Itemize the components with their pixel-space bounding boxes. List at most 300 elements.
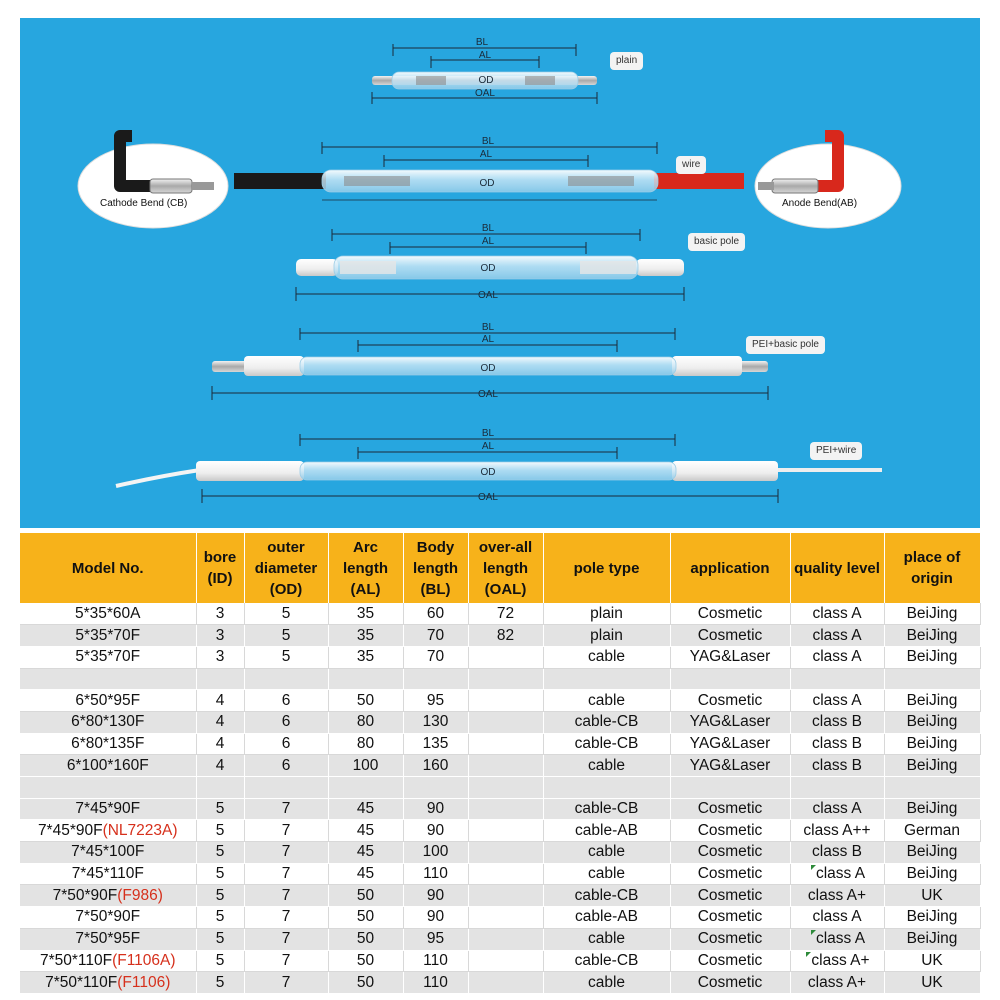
od-cell [244, 842, 328, 864]
application-value: Cosmetic [697, 951, 763, 969]
model-number: 7*45*90F [37, 821, 103, 839]
pole-type-value: cable-CB [574, 713, 639, 731]
al-cell [328, 690, 403, 712]
oal-cell [468, 842, 543, 864]
bore-cell [196, 755, 244, 777]
od-value: 5 [281, 626, 291, 644]
al-value: 50 [356, 886, 375, 904]
quality-cell [790, 863, 884, 885]
od-cell [244, 755, 328, 777]
model-number: 5*35*70F [75, 648, 141, 666]
bore-value: 5 [215, 843, 225, 861]
bore-value: 4 [215, 713, 225, 731]
bore-value: 5 [215, 800, 225, 818]
tag-plain: plain [610, 52, 643, 70]
bore-value: 5 [215, 865, 225, 883]
application-value: YAG&Laser [689, 713, 771, 731]
od-value: 6 [281, 691, 291, 709]
bl-value: 90 [426, 821, 445, 839]
quality-value: class A [812, 691, 862, 709]
od-value: 7 [281, 908, 291, 926]
model-cell [20, 972, 196, 994]
application-cell [670, 907, 790, 929]
table-header-row [20, 533, 980, 603]
pole-type-value: cable [587, 691, 626, 709]
pole-type-value: cable [587, 843, 626, 861]
od-label: OD [479, 178, 495, 189]
empty-cell [670, 668, 790, 690]
bl-cell [403, 690, 468, 712]
application-cell [670, 950, 790, 972]
pei-sleeve-left [196, 461, 304, 481]
model-cell [20, 842, 196, 864]
pole-type-value: cable [587, 865, 626, 883]
origin-cell [884, 842, 980, 864]
od-value: 7 [281, 865, 291, 883]
al-value: 50 [356, 908, 375, 926]
bore-value: 5 [215, 908, 225, 926]
al-value: 50 [356, 951, 375, 969]
spec-table [20, 533, 981, 994]
od-value: 5 [281, 604, 291, 622]
application-value: Cosmetic [697, 821, 763, 839]
bl-label: BL [481, 136, 495, 147]
al-cell [328, 603, 403, 625]
bore-cell [196, 950, 244, 972]
od-cell [244, 950, 328, 972]
bl-cell [403, 950, 468, 972]
model-number: 5*35*70F [75, 626, 141, 644]
bore-cell [196, 625, 244, 647]
application-value: YAG&Laser [689, 756, 771, 774]
application-cell [670, 972, 790, 994]
pole-type-value: cable-CB [574, 886, 639, 904]
al-cell [328, 820, 403, 842]
oal-cell [468, 711, 543, 733]
application-value: Cosmetic [697, 604, 763, 622]
od-value: 7 [281, 973, 291, 991]
lamp-plain [372, 37, 597, 104]
origin-cell [884, 820, 980, 842]
oal-label: OAL [477, 290, 499, 301]
al-cell [328, 646, 403, 668]
al-value: 80 [356, 734, 375, 752]
pole-type-cell [543, 863, 670, 885]
od-cell [244, 928, 328, 950]
pole-type-cell [543, 625, 670, 647]
table-body [20, 603, 980, 993]
pole-type-value: cable [587, 930, 626, 948]
origin-cell [884, 711, 980, 733]
pole-type-value: cable [587, 756, 626, 774]
column-header: Body length (BL) [403, 533, 468, 603]
empty-cell [543, 777, 670, 799]
bore-cell [196, 972, 244, 994]
empty-cell [468, 777, 543, 799]
lamp-pei-basic-pole [212, 322, 768, 400]
od-cell [244, 972, 328, 994]
application-value: Cosmetic [697, 691, 763, 709]
pole-type-cell [543, 690, 670, 712]
quality-value: class A [815, 865, 866, 883]
table-row [20, 972, 980, 994]
pole-type-value: cable-CB [574, 734, 639, 752]
pole-type-value: plain [590, 626, 623, 644]
od-value: 5 [281, 648, 291, 666]
al-value: 35 [356, 604, 375, 622]
od-value: 7 [281, 821, 291, 839]
application-value: Cosmetic [697, 886, 763, 904]
al-value: 50 [356, 930, 375, 948]
bl-cell [403, 798, 468, 820]
bl-value: 90 [426, 886, 445, 904]
od-cell [244, 885, 328, 907]
model-cell [20, 885, 196, 907]
quality-value: class A [812, 800, 862, 818]
quality-cell [790, 755, 884, 777]
bore-cell [196, 885, 244, 907]
application-value: Cosmetic [697, 973, 763, 991]
model-number: 7*50*90F [52, 886, 118, 904]
al-cell [328, 755, 403, 777]
empty-cell [196, 777, 244, 799]
bore-cell [196, 603, 244, 625]
spacer-row [20, 777, 980, 799]
model-number: 7*45*110F [71, 865, 144, 883]
al-label: AL [481, 441, 495, 452]
origin-value: UK [921, 951, 943, 969]
pole-type-value: cable [587, 973, 626, 991]
origin-cell [884, 755, 980, 777]
application-value: YAG&Laser [689, 734, 771, 752]
empty-cell [790, 668, 884, 690]
quality-cell [790, 950, 884, 972]
tag-pei-basic-pole: PEI+basic pole [746, 336, 825, 354]
pole-type-value: cable [587, 648, 626, 666]
pole-type-value: cable-AB [575, 821, 638, 839]
empty-cell [20, 668, 196, 690]
column-header: pole type [543, 533, 670, 603]
model-cell [20, 690, 196, 712]
bl-label: BL [481, 223, 495, 234]
pole-type-cell [543, 928, 670, 950]
quality-value: class A [812, 648, 862, 666]
application-value: YAG&Laser [689, 648, 771, 666]
cathode-bend-label: Cathode Bend (CB) [100, 198, 188, 209]
model-number: 7*50*110F [45, 973, 118, 991]
al-cell [328, 885, 403, 907]
origin-cell [884, 885, 980, 907]
model-number: 6*80*135F [71, 734, 145, 752]
quality-cell [790, 928, 884, 950]
bore-cell [196, 842, 244, 864]
table-row [20, 798, 980, 820]
origin-value: BeiJing [906, 648, 958, 666]
bl-value: 110 [423, 951, 448, 969]
bore-value: 5 [215, 930, 225, 948]
anode-bend-label: Anode Bend(AB) [782, 198, 858, 209]
origin-value: UK [921, 973, 943, 991]
bore-value: 5 [215, 886, 225, 904]
bl-value: 100 [422, 843, 449, 861]
model-cell [20, 646, 196, 668]
bore-value: 4 [215, 756, 225, 774]
al-cell [328, 733, 403, 755]
table-row [20, 711, 980, 733]
table-row [20, 755, 980, 777]
pei-sleeve-left [244, 356, 304, 376]
column-header: outer diameter (OD) [244, 533, 328, 603]
al-cell [328, 625, 403, 647]
table-row [20, 690, 980, 712]
model-reference: (F1106) [117, 973, 171, 991]
oal-cell [468, 690, 543, 712]
od-value: 7 [281, 843, 291, 861]
oal-label: OAL [474, 88, 496, 99]
table-row [20, 928, 980, 950]
spacer-row [20, 668, 980, 690]
al-value: 80 [356, 713, 375, 731]
al-label: AL [479, 149, 493, 160]
quality-value: class B [812, 713, 862, 731]
od-cell [244, 907, 328, 929]
oal-cell [468, 625, 543, 647]
application-cell [670, 603, 790, 625]
bl-value: 90 [426, 800, 445, 818]
origin-cell [884, 733, 980, 755]
bl-cell [403, 907, 468, 929]
quality-cell [790, 733, 884, 755]
pole-left [296, 259, 338, 276]
oal-label: OAL [477, 389, 499, 400]
model-number: 7*50*95F [75, 930, 141, 948]
lamp-pei-wire [116, 428, 882, 503]
bl-cell [403, 885, 468, 907]
bore-value: 4 [215, 734, 225, 752]
od-cell [244, 690, 328, 712]
al-label: AL [478, 50, 492, 61]
quality-cell [790, 885, 884, 907]
al-value: 45 [356, 843, 375, 861]
model-cell [20, 820, 196, 842]
al-value: 45 [356, 865, 375, 883]
od-cell [244, 603, 328, 625]
bl-label: BL [481, 428, 495, 439]
od-cell [244, 625, 328, 647]
model-cell [20, 928, 196, 950]
quality-value: class A+ [807, 886, 867, 904]
quality-cell [790, 798, 884, 820]
origin-value: German [904, 821, 960, 839]
oal-cell [468, 885, 543, 907]
al-cell [328, 842, 403, 864]
column-header: application [670, 533, 790, 603]
lamp-diagram-panel [20, 18, 980, 528]
od-cell [244, 646, 328, 668]
quality-cell [790, 603, 884, 625]
application-cell [670, 842, 790, 864]
bore-value: 5 [215, 951, 225, 969]
empty-cell [244, 777, 328, 799]
bl-value: 160 [422, 756, 449, 774]
anode-cable [654, 173, 744, 189]
pole-type-cell [543, 646, 670, 668]
oal-cell [468, 646, 543, 668]
model-cell [20, 733, 196, 755]
oal-cell [468, 972, 543, 994]
bore-cell [196, 733, 244, 755]
table-row [20, 625, 980, 647]
pole-type-cell [543, 733, 670, 755]
model-reference: (F1106A) [112, 951, 176, 969]
bore-cell [196, 928, 244, 950]
column-header: Arc length (AL) [328, 533, 403, 603]
bl-cell [403, 972, 468, 994]
column-header: over-all length (OAL) [468, 533, 543, 603]
bore-value: 5 [215, 821, 225, 839]
bl-value: 70 [426, 648, 445, 666]
quality-cell [790, 711, 884, 733]
bore-cell [196, 798, 244, 820]
column-header: bore (ID) [196, 533, 244, 603]
pole-type-cell [543, 603, 670, 625]
oal-cell [468, 733, 543, 755]
quality-value: class A [812, 604, 862, 622]
model-cell [20, 711, 196, 733]
origin-value: BeiJing [906, 843, 958, 861]
origin-value: BeiJing [906, 734, 958, 752]
model-number: 7*45*90F [75, 800, 141, 818]
application-cell [670, 928, 790, 950]
bl-value: 110 [423, 865, 448, 883]
empty-cell [468, 668, 543, 690]
bore-cell [196, 820, 244, 842]
application-value: Cosmetic [697, 843, 763, 861]
quality-cell [790, 646, 884, 668]
bl-value: 60 [426, 604, 445, 622]
model-reference: (F986) [117, 886, 163, 904]
model-number: 6*50*95F [75, 691, 141, 709]
od-cell [244, 863, 328, 885]
table-row [20, 863, 980, 885]
origin-value: BeiJing [906, 908, 958, 926]
quality-value: class A++ [803, 821, 871, 839]
pole-type-cell [543, 711, 670, 733]
oal-cell [468, 950, 543, 972]
oal-label: OAL [477, 492, 499, 503]
table-row [20, 733, 980, 755]
od-value: 6 [281, 734, 291, 752]
origin-value: BeiJing [906, 713, 958, 731]
pole-type-cell [543, 885, 670, 907]
origin-value: BeiJing [906, 604, 958, 622]
empty-cell [328, 777, 403, 799]
bl-cell [403, 711, 468, 733]
od-value: 7 [281, 886, 291, 904]
application-value: Cosmetic [697, 930, 763, 948]
al-value: 50 [356, 691, 375, 709]
model-cell [20, 625, 196, 647]
origin-value: BeiJing [906, 800, 958, 818]
quality-value: class A [812, 626, 862, 644]
oal-value: 72 [496, 604, 515, 622]
bl-cell [403, 863, 468, 885]
application-cell [670, 885, 790, 907]
oal-cell [468, 928, 543, 950]
od-label: OD [480, 263, 496, 274]
cathode-cable [234, 173, 326, 189]
application-cell [670, 711, 790, 733]
quality-cell [790, 625, 884, 647]
empty-cell [670, 777, 790, 799]
bl-value: 70 [426, 626, 445, 644]
quality-value: class A [812, 908, 862, 926]
od-label: OD [478, 75, 494, 86]
application-cell [670, 625, 790, 647]
model-cell [20, 950, 196, 972]
al-cell [328, 950, 403, 972]
origin-value: BeiJing [906, 626, 958, 644]
al-value: 35 [356, 648, 375, 666]
pole-type-value: cable-CB [574, 951, 639, 969]
quality-value: class B [812, 734, 862, 752]
pole-type-cell [543, 950, 670, 972]
model-number: 7*50*90F [75, 908, 141, 926]
table-row [20, 950, 980, 972]
al-value: 45 [356, 800, 375, 818]
od-cell [244, 733, 328, 755]
lamp-wire [234, 136, 744, 200]
pole-type-cell [543, 755, 670, 777]
table-row [20, 907, 980, 929]
od-value: 7 [281, 930, 291, 948]
column-header: quality level [790, 533, 884, 603]
pole-type-cell [543, 972, 670, 994]
bore-value: 3 [215, 626, 225, 644]
origin-value: BeiJing [906, 756, 958, 774]
pole-type-cell [543, 820, 670, 842]
model-number: 7*50*110F [39, 951, 113, 969]
application-cell [670, 798, 790, 820]
quality-cell [790, 842, 884, 864]
model-cell [20, 863, 196, 885]
quality-value: class B [812, 843, 862, 861]
od-cell [244, 798, 328, 820]
al-cell [328, 907, 403, 929]
bore-cell [196, 690, 244, 712]
origin-value: BeiJing [906, 691, 958, 709]
empty-cell [403, 777, 468, 799]
table-row [20, 603, 980, 625]
model-cell [20, 603, 196, 625]
od-cell [244, 711, 328, 733]
application-cell [670, 733, 790, 755]
al-cell [328, 863, 403, 885]
od-label: OD [480, 467, 496, 478]
column-header: place of origin [884, 533, 980, 603]
origin-cell [884, 928, 980, 950]
oal-cell [468, 603, 543, 625]
origin-value: BeiJing [906, 930, 958, 948]
application-cell [670, 690, 790, 712]
model-number: 6*80*130F [71, 713, 145, 731]
pole-type-cell [543, 798, 670, 820]
bl-value: 95 [426, 930, 445, 948]
model-number: 5*35*60A [74, 604, 141, 622]
quality-value: class A+ [807, 973, 867, 991]
empty-cell [543, 668, 670, 690]
bl-cell [403, 928, 468, 950]
